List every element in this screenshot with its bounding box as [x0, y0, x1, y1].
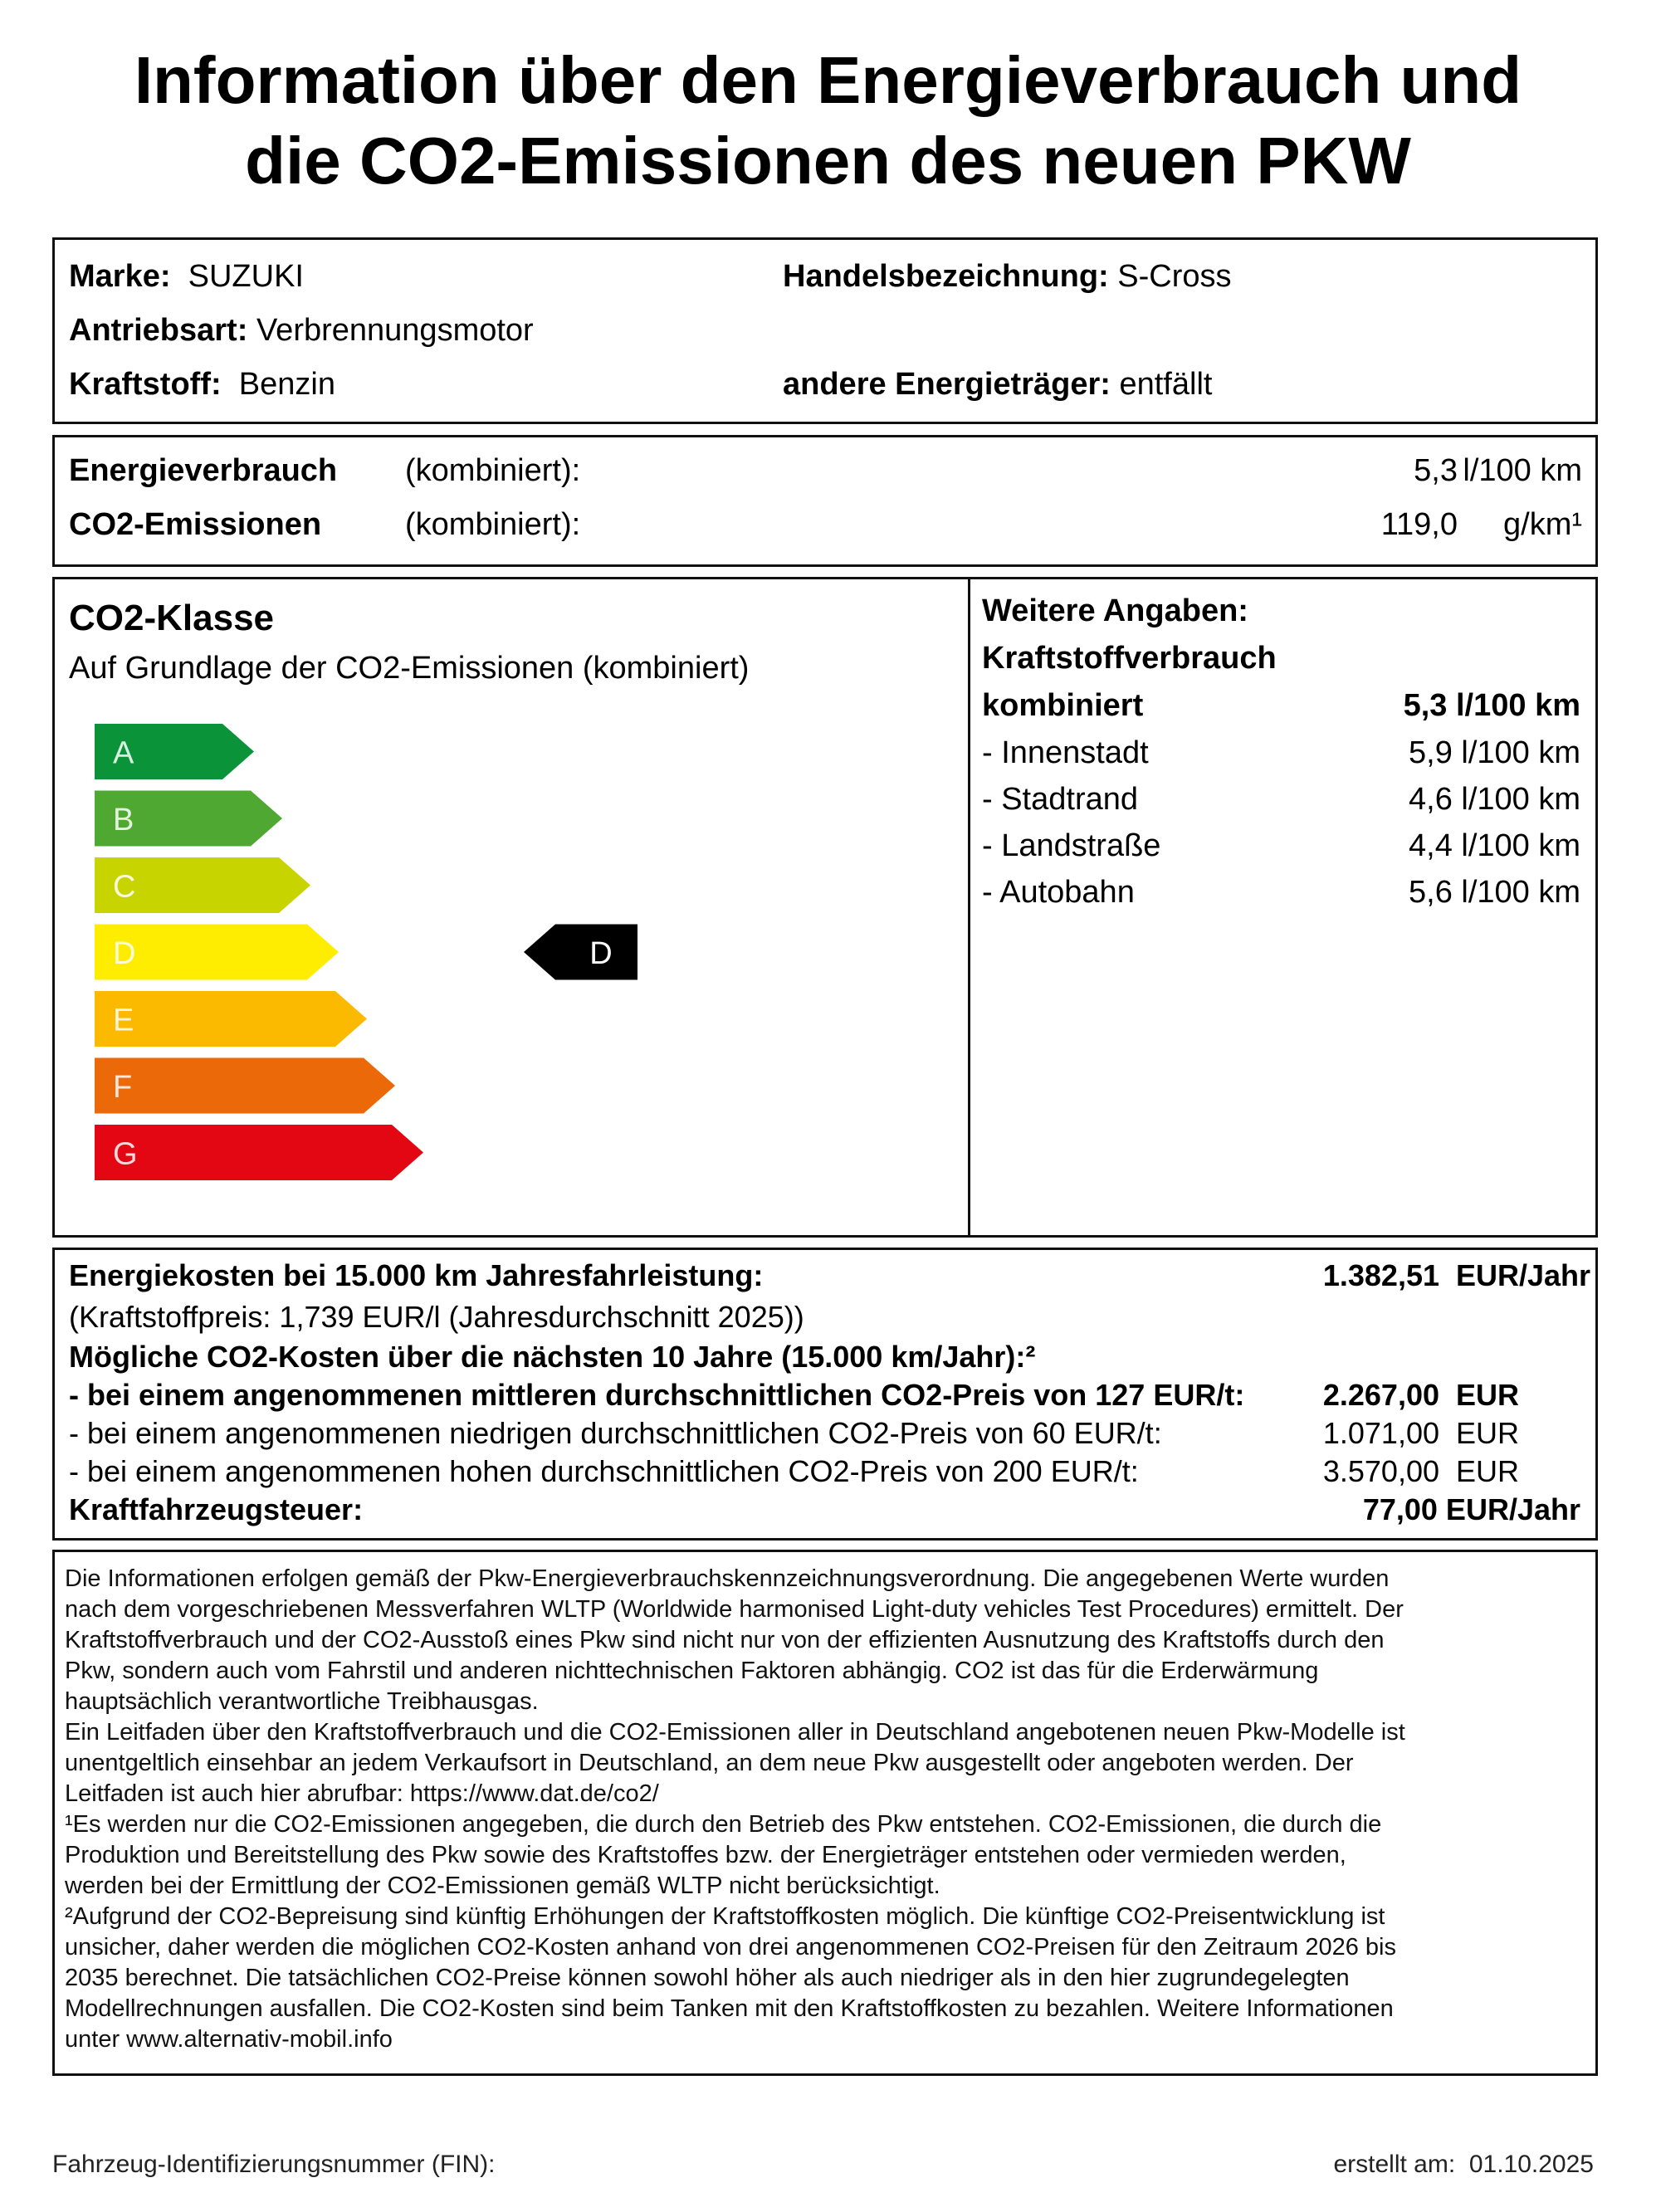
disclaimer-box	[52, 1550, 1598, 2076]
brand-label: Marke:	[69, 259, 171, 294]
consumption-item-label: - Landstraße	[982, 828, 1161, 863]
co2-scenario-unit: EUR	[1456, 1454, 1520, 1488]
disclaimer-line: 2035 berechnet. Die tatsächlichen CO2-Preise können sowohl höher als auch niedriger als in den hier zugrundegelegten	[65, 1965, 1350, 1991]
combined-value: 5,3 l/100 km	[1403, 688, 1580, 723]
class-arrow-label: F	[113, 1070, 133, 1105]
consumption-item-value: 5,6 l/100 km	[1409, 875, 1580, 910]
co2-scenario-label: - bei einem angenommenen mittleren durchschnittlichen CO2-Preis von 127 EUR/t:	[69, 1378, 1245, 1412]
costs-box	[52, 1248, 1598, 1541]
energy-consumption-label: Energieverbrauch	[69, 453, 338, 488]
other-energy-row	[783, 366, 1212, 403]
other-energy-label: andere Energieträger:	[783, 367, 1111, 402]
co2-scenario-label: - bei einem angenommenen niedrigen durchschnittlichen CO2-Preis von 60 EUR/t:	[69, 1416, 1162, 1450]
disclaimer-line: Pkw, sondern auch vom Fahrstil und anderen nichttechnischen Faktoren abhängig. CO2 ist das für die Erderwärmung	[65, 1658, 1319, 1684]
class-arrow-e	[95, 991, 367, 1047]
class-arrow-label: E	[113, 1003, 134, 1038]
co2-scenario-value: 1.071,00	[1322, 1416, 1439, 1450]
column-divider	[968, 579, 970, 1235]
consumption-item-value: 4,6 l/100 km	[1409, 782, 1580, 817]
consumption-item-label: - Stadtrand	[982, 782, 1138, 817]
trade-name-row	[783, 258, 1232, 295]
consumption-item-label: - Innenstadt	[982, 735, 1149, 770]
co2-costs-heading: Mögliche CO2-Kosten über die nächsten 10 Jahre (15.000 km/Jahr):²	[69, 1340, 1036, 1374]
disclaimer-line: unentgeltlich einsehbar an jedem Verkaufsort in Deutschland, an dem neue Pkw ausgestellt oder angeboten werden. Der	[65, 1750, 1354, 1776]
co2-class-box	[52, 577, 1598, 1238]
co2-emissions-unit: g/km¹	[1503, 507, 1582, 542]
drive-value: Verbrennungsmotor	[256, 313, 534, 348]
fuel-value: Benzin	[238, 367, 335, 402]
disclaimer-line: ²Aufgrund der CO2-Bepreisung sind künftig Erhöhungen der Kraftstoffkosten möglich. Die künftige CO2-Preisentwicklung ist	[65, 1903, 1385, 1930]
page-title	[0, 40, 1656, 201]
co2-scenario-label: - bei einem angenommenen hohen durchschnittlichen CO2-Preis von 200 EUR/t:	[69, 1454, 1139, 1488]
created-label: erstellt am:	[1333, 2151, 1456, 2178]
created-date-row	[1333, 2150, 1594, 2180]
drive-row	[69, 312, 534, 349]
class-arrow-g	[95, 1125, 423, 1180]
consumption-box	[52, 435, 1598, 567]
consumption-item-value: 4,4 l/100 km	[1409, 828, 1580, 863]
vehicle-tax-value: 77,00 EUR/Jahr	[1362, 1492, 1580, 1526]
disclaimer-line: Leitfaden ist auch hier abrufbar: https://www.dat.de/co2/	[65, 1780, 659, 1807]
vin-label: Fahrzeug-Identifizierungsnummer (FIN):	[52, 2151, 496, 2178]
class-rating-label: D	[589, 936, 613, 971]
disclaimer-line: werden bei der Ermittlung der CO2-Emissionen gemäß WLTP nicht berücksichtigt.	[65, 1873, 940, 1899]
combined-label: kombiniert	[982, 688, 1144, 723]
disclaimer-line: Produktion und Bereitstellung des Pkw sowie des Kraftstoffes bzw. der Energieträger entstehen oder vermieden werden,	[65, 1842, 1346, 1868]
trade-name-value: S-Cross	[1117, 259, 1232, 294]
co2-class-subheading: Auf Grundlage der CO2-Emissionen (kombiniert)	[69, 651, 750, 686]
brand-value: SUZUKI	[188, 259, 304, 294]
created-date: 01.10.2025	[1468, 2151, 1594, 2178]
class-arrow-label: A	[113, 735, 134, 771]
co2-class-heading: CO2-Klasse	[69, 598, 275, 638]
class-arrow-label: G	[113, 1136, 138, 1172]
further-info-heading: Weitere Angaben:	[982, 593, 1248, 628]
co2-emissions-qualifier: (kombiniert):	[405, 507, 581, 542]
disclaimer-line: Modellrechnungen ausfallen. Die CO2-Kosten sind beim Tanken mit den Kraftstoffkosten zu bezahlen. Weitere Informationen	[65, 1995, 1394, 2022]
class-arrow-label: C	[113, 869, 136, 905]
vehicle-info-box	[52, 237, 1598, 424]
disclaimer-line: nach dem vorgeschriebenen Messverfahren WLTP (Worldwide harmonised Light-duty vehicles Test Procedures) ermittelt. Der	[65, 1596, 1404, 1623]
title-line-1: Information über den Energieverbrauch und	[134, 43, 1522, 117]
fuel-consumption-heading: Kraftstoffverbrauch	[982, 641, 1277, 676]
fuel-label: Kraftstoff:	[69, 367, 222, 402]
fuel-price-note: (Kraftstoffpreis: 1,739 EUR/l (Jahresdurchschnitt 2025))	[69, 1300, 804, 1334]
class-arrow-label: D	[113, 936, 136, 971]
disclaimer-line: Kraftstoffverbrauch und der CO2-Ausstoß eines Pkw sind nicht nur von der effizienten Ausnutzung des Kraftstoffs durch den	[65, 1627, 1385, 1653]
disclaimer-line: unter www.alternativ-mobil.info	[65, 2026, 393, 2053]
energy-consumption-unit: l/100 km	[1463, 453, 1582, 488]
co2-emissions-label: CO2-Emissionen	[69, 507, 322, 542]
other-energy-value: entfällt	[1119, 367, 1213, 402]
co2-class-scale	[92, 724, 756, 1189]
brand-row	[69, 258, 304, 295]
energy-consumption-qualifier: (kombiniert):	[405, 453, 581, 488]
disclaimer-line: Die Informationen erfolgen gemäß der Pkw-Energieverbrauchskennzeichnungsverordnung. Die angegebenen Werte wurden	[65, 1565, 1390, 1592]
class-rating-marker	[524, 925, 637, 980]
consumption-item-value: 5,9 l/100 km	[1409, 735, 1580, 770]
consumption-item-label: - Autobahn	[982, 875, 1135, 910]
disclaimer-line: hauptsächlich verantwortliche Treibhausgas.	[65, 1688, 539, 1715]
disclaimer-text	[65, 1564, 1405, 2055]
vehicle-tax-label: Kraftfahrzeugsteuer:	[69, 1492, 364, 1526]
co2-scenario-value: 3.570,00	[1322, 1454, 1439, 1488]
co2-scenario-unit: EUR	[1456, 1378, 1520, 1412]
energy-costs-value: 1.382,51	[1322, 1258, 1439, 1292]
fuel-row	[69, 366, 335, 403]
drive-label: Antriebsart:	[69, 313, 248, 348]
co2-scenario-unit: EUR	[1456, 1416, 1520, 1450]
energy-costs-unit: EUR/Jahr	[1456, 1258, 1591, 1292]
trade-name-label: Handelsbezeichnung:	[783, 259, 1109, 294]
disclaimer-line: unsicher, daher werden die möglichen CO2-Kosten anhand von drei angenommenen CO2-Preisen für den Zeitraum 2026 bis	[65, 1934, 1396, 1961]
class-arrow-label: B	[113, 803, 134, 837]
disclaimer-line: ¹Es werden nur die CO2-Emissionen angegeben, die durch den Betrieb des Pkw entstehen. CO2-Emissionen, die durch die	[65, 1811, 1382, 1838]
co2-emissions-value: 119,0	[1380, 507, 1458, 542]
energy-consumption-value: 5,3	[1414, 453, 1458, 488]
energy-costs-label: Energiekosten bei 15.000 km Jahresfahrleistung:	[69, 1258, 764, 1292]
title-line-2: die CO2-Emissionen des neuen PKW	[245, 124, 1411, 198]
co2-scenario-value: 2.267,00	[1322, 1378, 1439, 1412]
disclaimer-line: Ein Leitfaden über den Kraftstoffverbrauch und die CO2-Emissionen aller in Deutschland angebotenen neuen Pkw-Modelle ist	[65, 1719, 1405, 1746]
class-arrow-f	[95, 1058, 395, 1114]
